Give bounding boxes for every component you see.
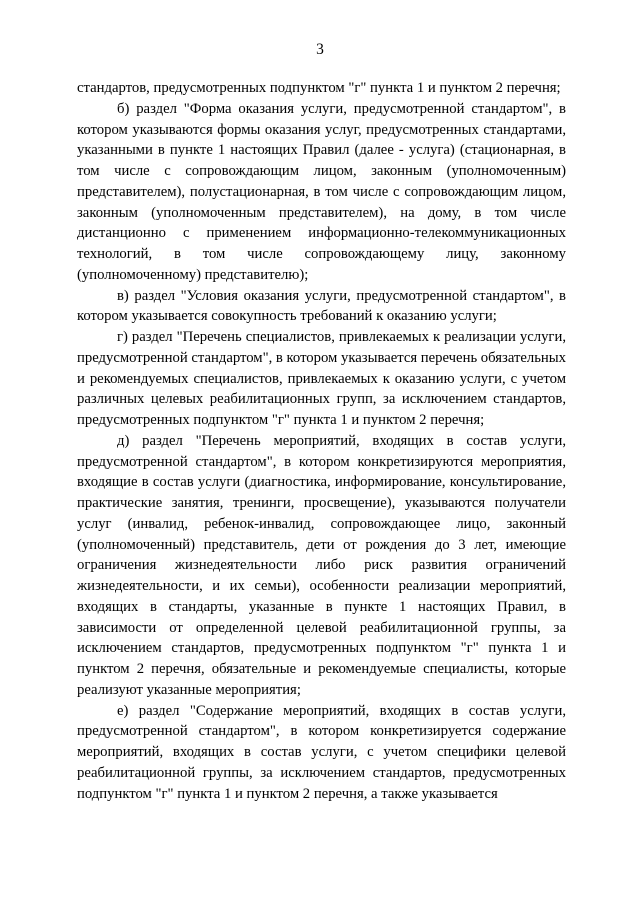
- page-number: 3: [316, 41, 324, 58]
- paragraph-continuation: стандартов, предусмотренных подпунктом "г" пункта 1 и пунктом 2 перечня;: [77, 80, 561, 96]
- paragraph-b-form: б) раздел "Форма оказания услуги, предусмотренной стандартом", в котором указываются формы оказания услуг, предусмотренных стандартами, указанными в пункте 1 настоящих Правил (далее - услуга) (стационарная, в том числе с сопровождающим лицом, законным (уполномоченным) представителем), полустационарная, в том числе с сопровождающим лицом, законным (уполномоченным представителем), на дому, в том числе дистанционно с применением информационно-телекоммуникационных технологий, в том числе сопровождающему лицу, законному (уполномоченному) представителю);: [77, 100, 566, 283]
- paragraph-v-conditions: в) раздел "Условия оказания услуги, предусмотренной стандартом", в котором указывается совокупность требований к оказанию услуги;: [77, 287, 566, 325]
- paragraph-d-activities: д) раздел "Перечень мероприятий, входящих в состав услуги, предусмотренной стандартом", в котором конкретизируются мероприятия, входящие в состав услуги (диагностика, информирование, консультирование, практические занятия, тренинги, просвещение), указываются получатели услуг (инвалид, ребенок-инвалид, сопровождающее лицо, законный (уполномоченный) представитель, дети от рождения до 3 лет, имеющие ограничения жизнедеятельности либо риск развития ограничений жизнедеятельности, и их семьи), особенности реализации мероприятий, входящих в стандарты, указанные в пункте 1 настоящих Правил, в зависимости от определенной целевой реабилитационной группы, за исключением стандартов, предусмотренных подпунктом "г" пункта 1 и пунктом 2 перечня, обязательные и рекомендуемые специалисты, которые реализуют указанные мероприятия;: [77, 432, 566, 698]
- paragraph-e-content: е) раздел "Содержание мероприятий, входящих в состав услуги, предусмотренной стандартом", в котором конкретизируется содержание мероприятий, входящих в состав услуги, с учетом специфики целевой реабилитационной группы, за исключением стандартов, предусмотренных подпунктом "г" пункта 1 и пунктом 2 перечня, а также указывается: [77, 702, 566, 802]
- paragraph-g-specialists: г) раздел "Перечень специалистов, привлекаемых к реализации услуги, предусмотренной стандартом", в котором указывается перечень обязательных и рекомендуемых специалистов, привлекаемых к оказанию услуги, с учетом различных целевых реабилитационных групп, за исключением стандартов, предусмотренных подпунктом "г" пункта 1 и пунктом 2 перечня;: [77, 329, 566, 428]
- document-text: [77, 78, 566, 804]
